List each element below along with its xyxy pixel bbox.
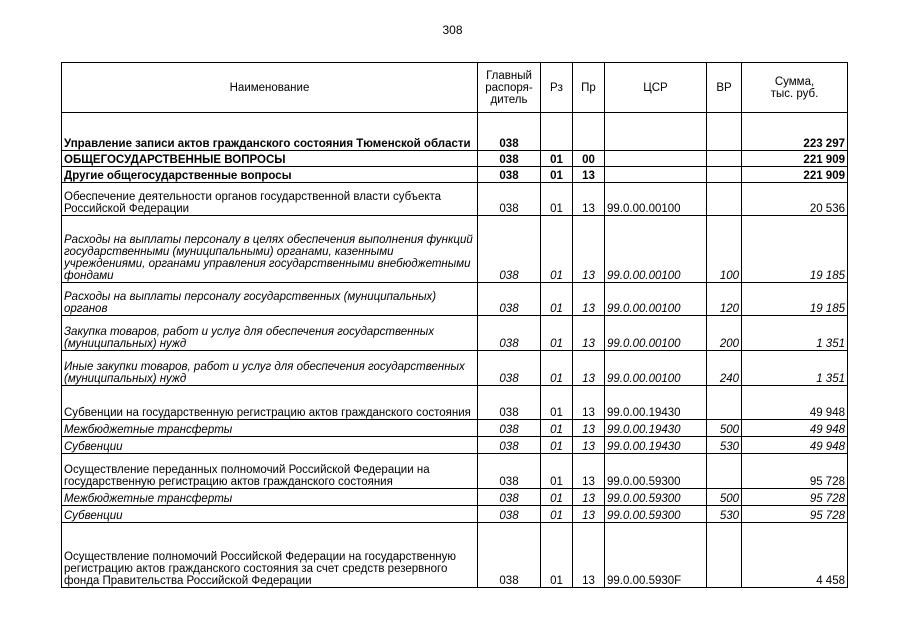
header-main-manager-line2: распоря- xyxy=(485,81,533,94)
table-cell-main-manager: 038 xyxy=(478,183,541,216)
table-cell-amount: 1 351 xyxy=(742,351,848,386)
table-cell-expense-type xyxy=(707,151,742,167)
table-cell-subsection: 00 xyxy=(573,151,605,167)
table-row xyxy=(62,183,848,216)
table-cell-section: 01 xyxy=(541,489,573,506)
table-cell-name: Закупка товаров, работ и услуг для обеспечения государственных (муниципальных) нужд xyxy=(62,316,478,351)
table-cell-name: Другие общегосударственные вопросы xyxy=(62,167,478,183)
table-cell-subsection: 13 xyxy=(573,316,605,351)
table-cell-expense-type xyxy=(707,183,742,216)
table-cell-target-article: 99.0.00.59300 xyxy=(605,489,707,506)
header-target-article: ЦСР xyxy=(605,63,707,113)
table-cell-section: 01 xyxy=(541,316,573,351)
table-row xyxy=(62,386,848,420)
header-main-manager-line1: Главный xyxy=(486,69,532,82)
table-cell-main-manager: 038 xyxy=(478,167,541,183)
header-row xyxy=(62,63,848,113)
table-cell-subsection: 13 xyxy=(573,216,605,283)
header-amount xyxy=(742,63,848,113)
table-cell-target-article: 99.0.00.5930F xyxy=(605,523,707,588)
table-row xyxy=(62,523,848,588)
table-row xyxy=(62,420,848,437)
table-row xyxy=(62,113,848,151)
table-row xyxy=(62,216,848,283)
table-cell-name: Межбюджетные трансферты xyxy=(62,420,478,437)
table-cell-name: Управление записи актов гражданского состояния Тюменской области xyxy=(62,113,478,151)
table-cell-name: Расходы на выплаты персоналу в целях обеспечения выполнения функций государственными (муниципальными) органами, казенными учреждениями, органами управления государственными внебюджетными фондами xyxy=(62,216,478,283)
table-cell-amount: 223 297 xyxy=(742,113,848,151)
table-cell-target-article: 99.0.00.59300 xyxy=(605,454,707,489)
table-cell-section: 01 xyxy=(541,167,573,183)
table-cell-main-manager: 038 xyxy=(478,351,541,386)
table-cell-subsection: 13 xyxy=(573,351,605,386)
table-cell-section: 01 xyxy=(541,523,573,588)
table-cell-name: Субвенции на государственную регистрацию актов гражданского состояния xyxy=(62,386,478,420)
table-cell-expense-type: 530 xyxy=(707,437,742,454)
table-cell-main-manager: 038 xyxy=(478,506,541,523)
header-name: Наименование xyxy=(62,63,478,113)
table-cell-target-article: 99.0.00.00100 xyxy=(605,351,707,386)
table-cell-target-article: 99.0.00.19430 xyxy=(605,386,707,420)
table-cell-name: Обеспечение деятельности органов государственной власти субъекта Российской Федерации xyxy=(62,183,478,216)
table-cell-main-manager: 038 xyxy=(478,316,541,351)
table-row xyxy=(62,283,848,316)
table-cell-main-manager: 038 xyxy=(478,489,541,506)
table-cell-target-article: 99.0.00.19430 xyxy=(605,420,707,437)
table-cell-expense-type xyxy=(707,167,742,183)
table-cell-expense-type xyxy=(707,386,742,420)
table-row xyxy=(62,351,848,386)
table-cell-subsection: 13 xyxy=(573,437,605,454)
table-row xyxy=(62,151,848,167)
table-cell-name: Иные закупки товаров, работ и услуг для обеспечения государственных (муниципальных) нужд xyxy=(62,351,478,386)
table-cell-amount: 49 948 xyxy=(742,437,848,454)
table-cell-main-manager: 038 xyxy=(478,283,541,316)
table-cell-subsection: 13 xyxy=(573,454,605,489)
table-cell-name: Межбюджетные трансферты xyxy=(62,489,478,506)
table-cell-expense-type xyxy=(707,113,742,151)
table-cell-name: Осуществление полномочий Российской Федерации на государственную регистрацию актов гражданского состояния за счет средств резервного фонда Правительства Российской Федерации xyxy=(62,523,478,588)
table-cell-name: ОБЩЕГОСУДАРСТВЕННЫЕ ВОПРОСЫ xyxy=(62,151,478,167)
table-cell-target-article xyxy=(605,167,707,183)
table-cell-subsection: 13 xyxy=(573,489,605,506)
table-cell-main-manager: 038 xyxy=(478,523,541,588)
table-cell-expense-type: 100 xyxy=(707,216,742,283)
table-cell-target-article: 99.0.00.00100 xyxy=(605,283,707,316)
table-cell-section: 01 xyxy=(541,283,573,316)
table-cell-name: Осуществление переданных полномочий Российской Федерации на государственную регистрацию актов гражданского состояния xyxy=(62,454,478,489)
table-cell-expense-type: 240 xyxy=(707,351,742,386)
table-cell-target-article: 99.0.00.00100 xyxy=(605,216,707,283)
table-row xyxy=(62,167,848,183)
table-cell-subsection: 13 xyxy=(573,167,605,183)
table-cell-target-article: 99.0.00.00100 xyxy=(605,183,707,216)
table-cell-subsection: 13 xyxy=(573,523,605,588)
header-expense-type: ВР xyxy=(707,63,742,113)
table-cell-amount: 221 909 xyxy=(742,167,848,183)
table-row xyxy=(62,316,848,351)
header-amount-line1: Сумма, xyxy=(774,75,815,88)
table-cell-main-manager: 038 xyxy=(478,420,541,437)
table-cell-amount: 20 536 xyxy=(742,183,848,216)
table-cell-section: 01 xyxy=(541,351,573,386)
table-row xyxy=(62,454,848,489)
header-subsection: Пр xyxy=(573,63,605,113)
table-cell-expense-type xyxy=(707,454,742,489)
table-cell-expense-type: 500 xyxy=(707,489,742,506)
table-cell-amount: 95 728 xyxy=(742,506,848,523)
table-cell-section xyxy=(541,113,573,151)
table-cell-subsection: 13 xyxy=(573,283,605,316)
table-cell-subsection: 13 xyxy=(573,386,605,420)
header-section: Рз xyxy=(541,63,573,113)
table-cell-main-manager: 038 xyxy=(478,437,541,454)
table-cell-amount: 95 728 xyxy=(742,454,848,489)
table-cell-target-article xyxy=(605,113,707,151)
table-cell-subsection: 13 xyxy=(573,420,605,437)
table-cell-main-manager: 038 xyxy=(478,151,541,167)
table-cell-amount: 95 728 xyxy=(742,489,848,506)
table-cell-section: 01 xyxy=(541,454,573,489)
table-cell-name: Расходы на выплаты персоналу государственных (муниципальных) органов xyxy=(62,283,478,316)
budget-table xyxy=(61,62,848,588)
header-amount-line2: тыс. руб. xyxy=(770,87,819,100)
table-cell-amount: 49 948 xyxy=(742,420,848,437)
table-cell-subsection xyxy=(573,113,605,151)
table-cell-expense-type: 120 xyxy=(707,283,742,316)
table-cell-amount: 19 185 xyxy=(742,216,848,283)
table-cell-section: 01 xyxy=(541,183,573,216)
table-cell-expense-type xyxy=(707,523,742,588)
table-cell-section: 01 xyxy=(541,151,573,167)
table-cell-target-article: 99.0.00.59300 xyxy=(605,506,707,523)
table-cell-target-article: 99.0.00.19430 xyxy=(605,437,707,454)
table-cell-amount: 19 185 xyxy=(742,283,848,316)
table-cell-amount: 4 458 xyxy=(742,523,848,588)
table-cell-expense-type: 200 xyxy=(707,316,742,351)
table-cell-target-article: 99.0.00.00100 xyxy=(605,316,707,351)
table-cell-subsection: 13 xyxy=(573,183,605,216)
table-cell-section: 01 xyxy=(541,506,573,523)
table-cell-amount: 221 909 xyxy=(742,151,848,167)
table-cell-main-manager: 038 xyxy=(478,216,541,283)
table-row xyxy=(62,489,848,506)
header-main-manager-line3: дитель xyxy=(490,93,528,106)
page-number: 308 xyxy=(442,23,463,37)
table-cell-amount: 49 948 xyxy=(742,386,848,420)
table-cell-target-article xyxy=(605,151,707,167)
table-cell-amount: 1 351 xyxy=(742,316,848,351)
table-cell-section: 01 xyxy=(541,216,573,283)
table-cell-main-manager: 038 xyxy=(478,386,541,420)
table-cell-expense-type: 530 xyxy=(707,506,742,523)
table-cell-subsection: 13 xyxy=(573,506,605,523)
table-cell-main-manager: 038 xyxy=(478,454,541,489)
table-cell-section: 01 xyxy=(541,437,573,454)
table-cell-main-manager: 038 xyxy=(478,113,541,151)
table-row xyxy=(62,437,848,454)
header-main-manager xyxy=(478,63,541,113)
table-cell-section: 01 xyxy=(541,386,573,420)
table-cell-section: 01 xyxy=(541,420,573,437)
table-cell-name: Субвенции xyxy=(62,506,478,523)
table-cell-name: Субвенции xyxy=(62,437,478,454)
table-cell-expense-type: 500 xyxy=(707,420,742,437)
table-row xyxy=(62,506,848,523)
